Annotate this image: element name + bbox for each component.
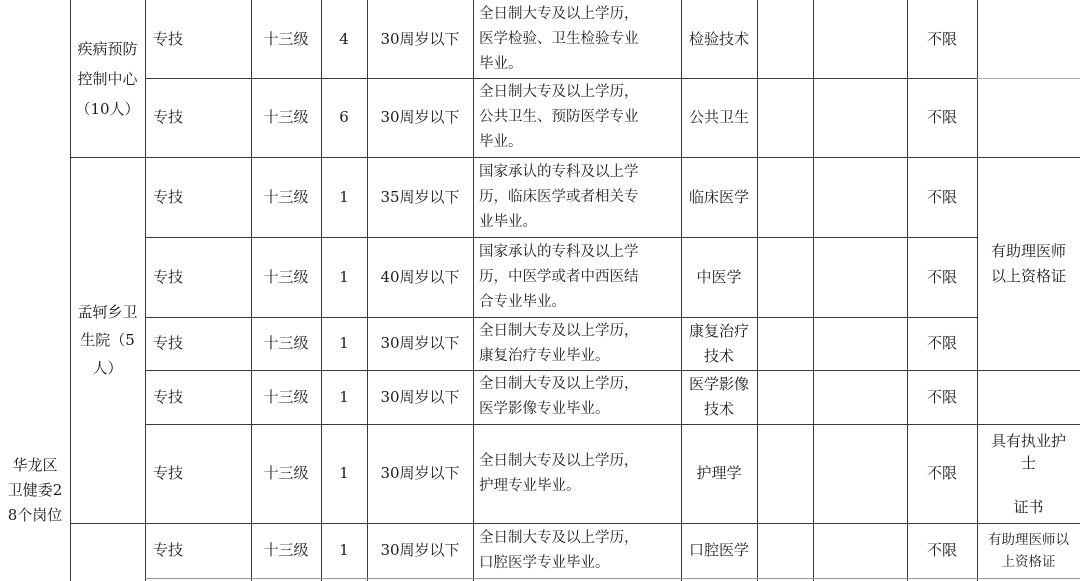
qualification-note: 有助理医师以 上资格证 [988, 531, 1069, 570]
other-cell: 不限 [926, 541, 957, 559]
count-cell: 1 [339, 387, 349, 406]
other-cell: 不限 [926, 29, 957, 48]
count-cell: 1 [339, 267, 349, 286]
count-cell: 4 [339, 29, 349, 48]
qualification-note: 有助理医师 以上资格证 [990, 241, 1066, 285]
education-cell: 全日制大专及以上学历， 医学检验、卫生检验专业 毕业。 [479, 5, 639, 72]
major-cell: 康复治疗 技术 [688, 321, 749, 365]
count-cell: 1 [339, 334, 349, 352]
major-cell: 医学影像 技术 [688, 375, 749, 418]
other-cell: 不限 [926, 267, 957, 286]
count-cell: 1 [339, 541, 349, 559]
grid-line [977, 78, 1080, 79]
major-cell: 中医学 [696, 267, 742, 286]
major-cell: 检验技术 [688, 29, 749, 48]
other-cell: 不限 [926, 108, 957, 126]
age-cell: 30周岁以下 [380, 541, 460, 559]
age-cell: 35周岁以下 [380, 187, 460, 206]
category-cell: 专技 [153, 29, 184, 48]
level-cell: 十三级 [263, 541, 309, 559]
major-cell: 口腔医学 [688, 541, 749, 559]
count-cell: 1 [339, 187, 349, 206]
category-cell: 专技 [153, 387, 184, 406]
education-cell: 国家承认的专科及以上学 历，临床医学或者相关专 业毕业。 [479, 163, 639, 230]
grid-line [145, 578, 1080, 579]
other-cell: 不限 [926, 387, 957, 406]
education-cell: 全日制大专及以上学历， 康复治疗专业毕业。 [479, 322, 639, 364]
category-cell: 专技 [153, 334, 184, 352]
category-cell: 专技 [153, 267, 184, 286]
department-cell: 华龙区 卫健委2 8个岗位 [7, 455, 63, 524]
category-cell: 专技 [153, 187, 184, 206]
category-cell: 专技 [153, 108, 184, 126]
major-cell: 护理学 [696, 464, 742, 482]
age-cell: 30周岁以下 [380, 29, 460, 48]
level-cell: 十三级 [263, 267, 309, 286]
category-cell: 专技 [153, 541, 184, 559]
unit-cell: 疾病预防 控制中心 （10人） [75, 39, 140, 118]
grid-line [757, 0, 758, 581]
grid-line [813, 0, 814, 581]
other-cell: 不限 [926, 464, 957, 482]
education-cell: 国家承认的专科及以上学 历，中医学或者中西医结 合专业毕业。 [479, 243, 639, 310]
level-cell: 十三级 [263, 108, 309, 126]
unit-cell: 孟轲乡卫 生院（5 人） [77, 303, 138, 377]
qualification-note: 具有执业护 士 证书 [990, 431, 1066, 516]
age-cell: 40周岁以下 [380, 267, 460, 286]
education-cell: 全日制大专及以上学历， 公共卫生、预防医学专业 毕业。 [479, 84, 639, 150]
age-cell: 30周岁以下 [380, 334, 460, 352]
education-cell: 全日制大专及以上学历， 口腔医学专业毕业。 [479, 529, 639, 571]
education-cell: 全日制大专及以上学历， 护理专业毕业。 [479, 452, 639, 494]
other-cell: 不限 [926, 334, 957, 352]
count-cell: 6 [339, 108, 349, 126]
education-cell: 全日制大专及以上学历， 医学影像专业毕业。 [479, 376, 639, 417]
level-cell: 十三级 [263, 29, 309, 48]
major-cell: 临床医学 [688, 187, 749, 206]
level-cell: 十三级 [263, 187, 309, 206]
age-cell: 30周岁以下 [380, 387, 460, 406]
level-cell: 十三级 [263, 334, 309, 352]
major-cell: 公共卫生 [688, 108, 749, 126]
level-cell: 十三级 [263, 387, 309, 406]
age-cell: 30周岁以下 [380, 108, 460, 126]
count-cell: 1 [339, 464, 349, 482]
level-cell: 十三级 [263, 464, 309, 482]
category-cell: 专技 [153, 464, 184, 482]
other-cell: 不限 [926, 187, 957, 206]
age-cell: 30周岁以下 [380, 464, 460, 482]
